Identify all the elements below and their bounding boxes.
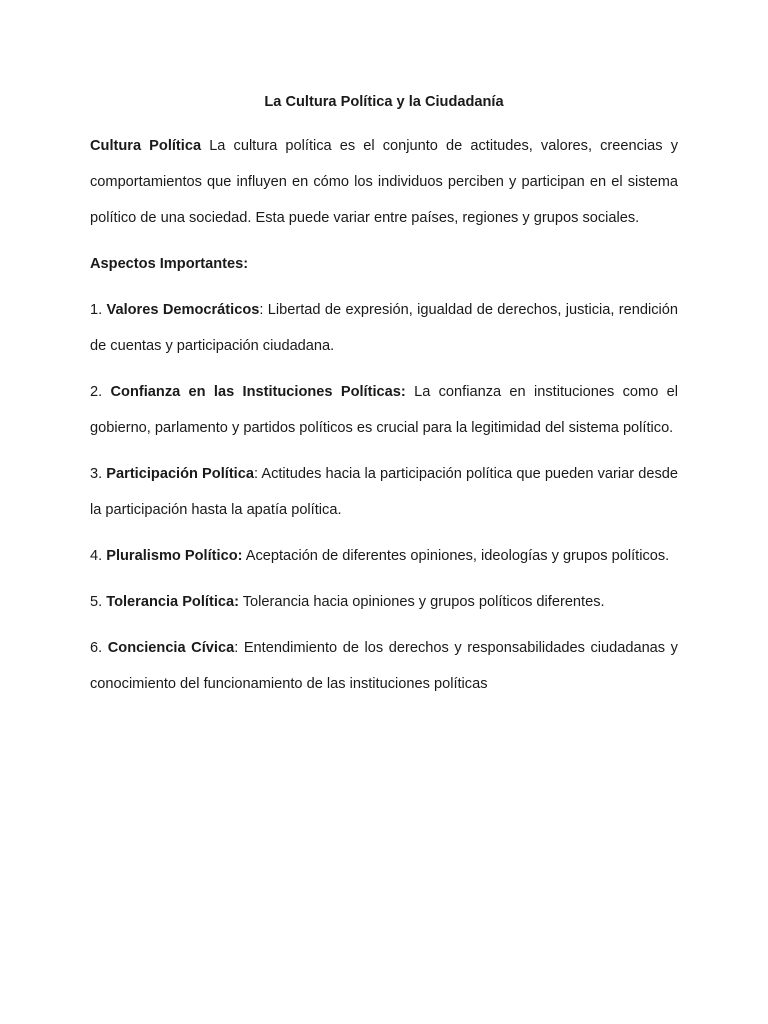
list-item xyxy=(90,584,678,620)
item-term: Tolerancia Política: xyxy=(106,594,239,610)
list-item xyxy=(90,292,678,364)
item-number: 2. xyxy=(90,384,111,400)
list-item xyxy=(90,456,678,528)
item-number: 4. xyxy=(90,548,107,564)
item-text: : Entendimiento de los derechos y responsabilidades ciudadanas y conocimiento del funcionamiento de las instituciones políticas xyxy=(90,640,678,692)
item-term: Valores Democráticos xyxy=(106,302,260,318)
intro-term: Cultura Política xyxy=(90,138,202,154)
intro-paragraph xyxy=(90,128,678,236)
list-item xyxy=(90,630,678,702)
list-item xyxy=(90,538,678,574)
item-number: 1. xyxy=(90,302,107,318)
item-number: 6. xyxy=(90,640,108,656)
item-text: : Actitudes hacia la participación política que pueden variar desde la participación hasta la apatía política. xyxy=(90,466,678,518)
document-title: La Cultura Política y la Ciudadanía xyxy=(264,94,504,110)
item-term: Participación Política xyxy=(106,466,254,482)
aspects-heading: Aspectos Importantes: xyxy=(90,256,249,272)
item-term: Pluralismo Político: xyxy=(106,548,243,564)
item-text: La confianza en instituciones como el gobierno, parlamento y partidos políticos es crucial para la legitimidad del sistema político. xyxy=(90,384,678,436)
item-number: 3. xyxy=(90,466,107,482)
document-body xyxy=(90,86,678,712)
item-text: Tolerancia hacia opiniones y grupos políticos diferentes. xyxy=(238,594,605,610)
list-item xyxy=(90,374,678,446)
intro-text: La cultura política es el conjunto de actitudes, valores, creencias y comportamientos que influyen en cómo los individuos perciben y participan en el sistema político de una sociedad. Esta puede variar entre países, regiones y grupos sociales. xyxy=(90,138,678,226)
item-text: Aceptación de diferentes opiniones, ideologías y grupos políticos. xyxy=(242,548,670,564)
item-term: Confianza en las Instituciones Políticas: xyxy=(110,384,406,400)
item-term: Conciencia Cívica xyxy=(107,640,235,656)
item-number: 5. xyxy=(90,594,107,610)
item-text: : Libertad de expresión, igualdad de derechos, justicia, rendición de cuentas y participación ciudadana. xyxy=(90,302,678,354)
